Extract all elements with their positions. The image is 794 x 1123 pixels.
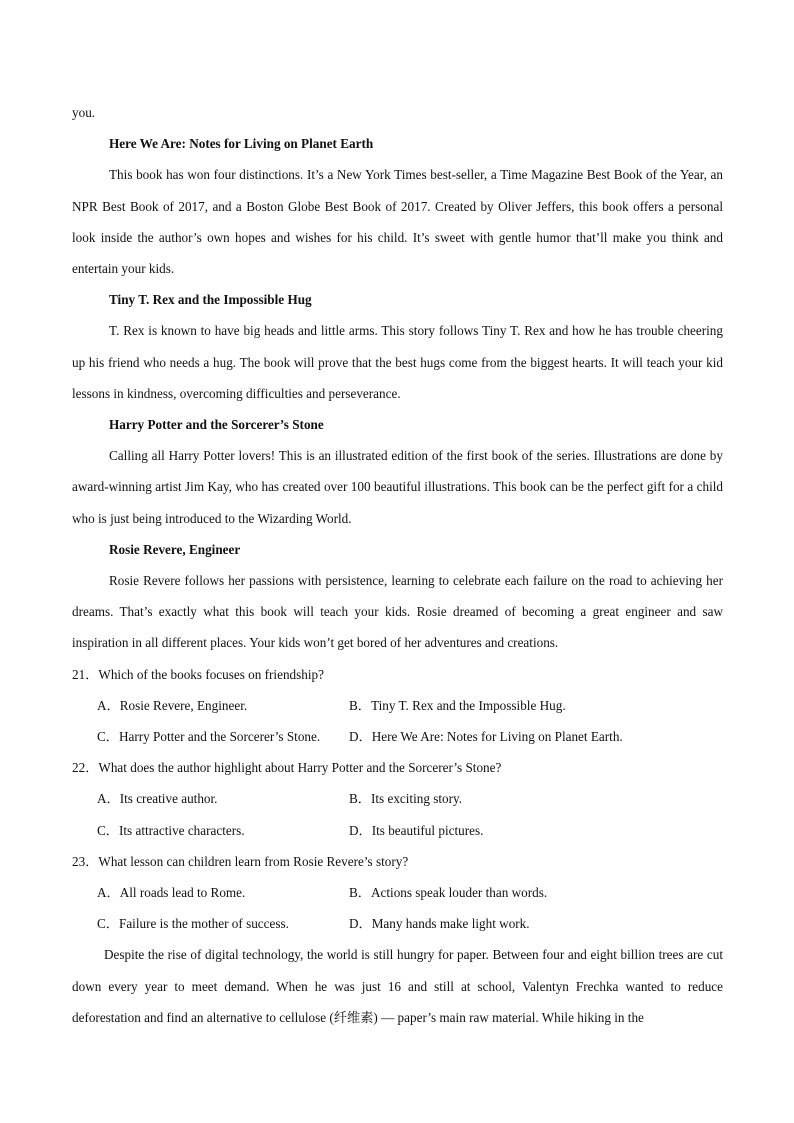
option-d: D．Here We Are: Notes for Living on Planet Earth. [349,729,623,745]
option-c: C．Failure is the mother of success. [97,916,289,932]
book-description: Calling all Harry Potter lovers! This is an illustrated edition of the first book of the series. Illustrations are done by award-winning artist Jim Kay, who has created over 100 beautiful illustrations. This book can be the perfect gift for a child who is just being introduced to the Wizarding World. [72,448,723,526]
option-b: B．Its exciting story. [349,791,463,807]
question-21: 21．Which of the books focuses on friendship? [72,666,324,682]
options-row [72,721,723,752]
book-title: Rosie Revere, Engineer [109,541,241,557]
book-title: Here We Are: Notes for Living on Planet Earth [109,136,374,152]
book-title: Harry Potter and the Sorcerer’s Stone [109,417,324,433]
option-a: A．Rosie Revere, Engineer. [97,697,248,713]
options-row [72,908,723,939]
options-row [72,877,723,908]
option-a: A．All roads lead to Rome. [97,885,246,901]
options-row [72,690,723,721]
option-b: B．Tiny T. Rex and the Impossible Hug. [349,697,566,713]
option-c: C．Its attractive characters. [97,822,245,838]
options-row [72,815,723,846]
question-23: 23．What lesson can children learn from Rosie Revere’s story? [72,853,409,869]
book-description: This book has won four distinctions. It’s a New York Times best-seller, a Time Magazine Best Book of the Year, an NPR Best Book of 2017, and a Boston Globe Best Book of 2017. Created by Oliver Jeffers, this book offers a personal look inside the author’s own hopes and wishes for his child. It’s sweet with gentle humor that’ll make you think and entertain your kids. [72,167,723,277]
options-row [72,783,723,814]
option-a: A．Its creative author. [97,791,218,807]
option-c: C．Harry Potter and the Sorcerer’s Stone. [97,729,321,745]
document-page [72,97,723,1033]
next-passage: Despite the rise of digital technology, the world is still hungry for paper. Between four and eight billion trees are cut down every year to meet demand. When he was just 16 and still at school, Valentyn Frechka wanted to reduce deforestation and find an alternative to cellulose (纤维素) — paper’s main raw material. While hiking in the [72,947,723,1025]
intro-tail: you. [72,105,96,120]
book-title: Tiny T. Rex and the Impossible Hug [109,292,312,308]
option-b: B．Actions speak louder than words. [349,885,548,901]
book-description: T. Rex is known to have big heads and little arms. This story follows Tiny T. Rex and how he has trouble cheering up his friend who needs a hug. The book will prove that the best hugs come from the biggest hearts. It will teach your kid lessons in kindness, overcoming difficulties and perseverance. [72,323,723,401]
question-22: 22．What does the author highlight about Harry Potter and the Sorcerer’s Stone? [72,760,502,776]
option-d: D．Its beautiful pictures. [349,822,484,838]
book-description: Rosie Revere follows her passions with persistence, learning to celebrate each failure on the road to achieving her dreams. That’s exactly what this book will teach your kids. Rosie dreamed of becoming a great engineer and saw inspiration in all different places. Your kids won’t get bored of her adventures and creations. [72,573,723,651]
option-d: D．Many hands make light work. [349,916,530,932]
